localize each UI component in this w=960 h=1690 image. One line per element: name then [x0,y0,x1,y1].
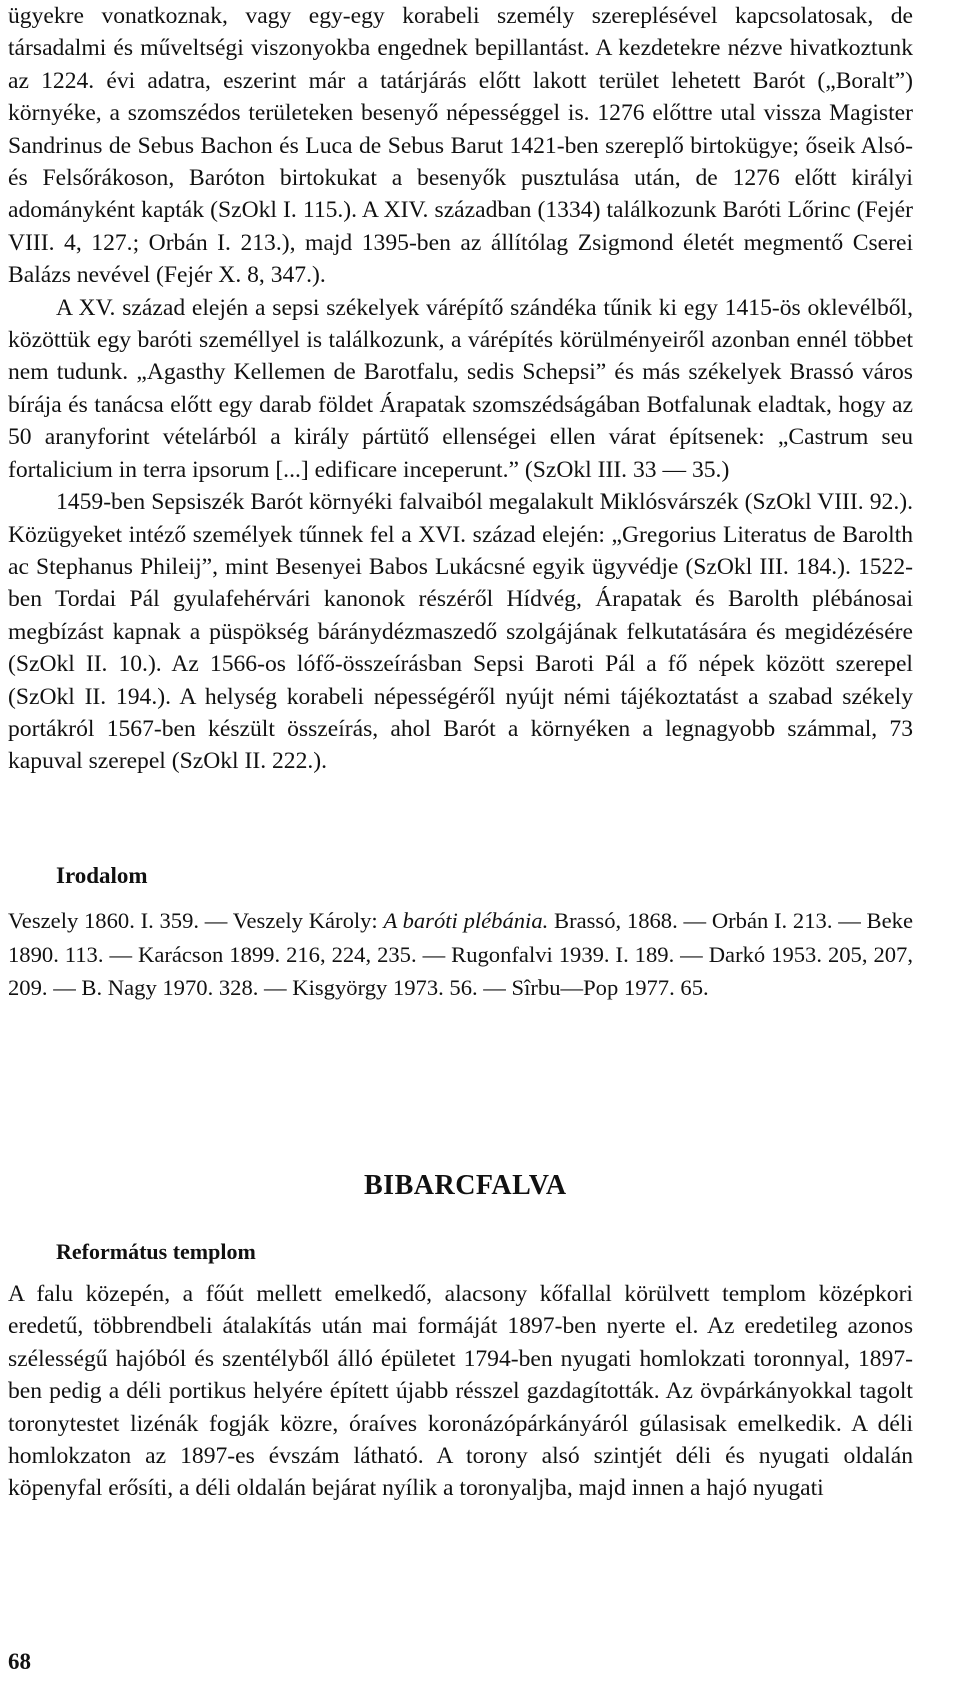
irodalom-heading: Irodalom [56,863,148,888]
page-number: 68 [8,1649,31,1674]
templom-heading: Református templom [56,1239,256,1264]
bibliography-part-2: Brassó, 1868. — Orbán I. 213. — Beke 1890. 113. — Karácson 1899. 216, 224, 235. — Rugonfalvi 1939. I. 189. — Darkó 1953. 205, 207, 209. — B. Nagy 1970. 328. — Kisgyörgy 1973. 56. — Sîrbu—Pop 1977. 65. [8,908,913,1000]
bibliography-italic-title: A baróti plébánia. [383,908,549,933]
paragraph-templom-1: A falu közepén, a főút mellett emelkedő, alacsony kőfallal körülvett templom középkori eredetű, többrendbeli átalakítás után mai formáját 1897-ben nyerte el. Az eredetileg azonos szélességű hajóból és szentélyből álló épületet 1794-ben nyugati homlokzati toronnyal, 1897-ben pedig a déli portikus helyére épített újabb résszel gazdagították. Az övpárkányokkal tagolt toronytestet lizénák fogják közre, óraíves koronázópárkányáról gúlasisak emelkedik. A déli homlokzaton az 1897-es évszám látható. A torony alsó szintjét déli és nyugati oldalán köpenyfal erősíti, a déli oldalán bejárat nyílik a toronyaljba, majd innen a hajó nyugati [8,1281,913,1502]
templom-text [8,1278,913,1505]
main-text [8,0,913,778]
paragraph-history-3: 1459-ben Sepsiszék Barót környéki falvaiból megalakult Miklósvárszék (SzOkl VIII. 92.). Közügyeket intéző személyek tűnnek fel a XVI. század elején: „Gregorius Literatus de Barolth ac Stephanus Phileij”, mint Besenyei Babos Lukácsné egyik ügyvédje (SzOkl III. 184.). 1522-ben Tordai Pál gyulafehérvári kanonok részéről Hídvég, Árapatak és Barolth plébánosai megbízást kapnak a püspökség báránydézmaszedő szolgájának felkutatására és megidézésére (SzOkl II. 10.). Az 1566-os lófő-összeírásban Sepsi Baroti Pál a fő népek között szerepel (SzOkl II. 194.). A helység korabeli népességéről nyújt némi tájékoztatást a szabad székely portákról 1567-ben készült összeírás, ahol Barót a környéken a legnagyobb számmal, 73 kapuval szerepel (SzOkl II. 222.). [8,489,913,775]
bibliography-text [8,904,913,1005]
bibliography [8,904,913,1005]
paragraph-history-1: ügyekre vonatkoznak, vagy egy-egy korabeli személy szereplésével kapcsolatosak, de társadalmi és műveltségi viszonyokba engednek bepillantást. A kezdetekre nézve hivatkoztunk az 1224. évi adatra, eszerint már a tatárjárás előtt lakott terület lehetett Barót („Boralt”) környéke, a szomszédos területeken besenyő népességgel is. 1276 előttre utal vissza Magister Sandrinus de Sebus Bachon és Luca de Sebus Barut 1421-ben szereplő birtokügye; őseik Alsó- és Felsőrákoson, Baróton birtokukat a besenyők pusztulása után, de 1276 előtt királyi adományként kapták (SzOkl I. 115.). A XIV. században (1334) találkozunk Baróti Lőrinc (Fejér VIII. 4, 127.; Orbán I. 213.), majd 1395-ben az állítólag Zsigmond életét megmentő Cserei Balázs nevével (Fejér X. 8, 347.). [8,3,913,289]
bibliography-part-1: Veszely 1860. I. 359. — Veszely Károly: [8,908,384,933]
village-title: BIBARCFALVA [364,1170,567,1201]
paragraph-history-2: A XV. század elején a sepsi székelyek várépítő szándéka tűnik ki egy 1415-ös oklevélből, közöttük egy baróti személlyel is találkozunk, a várépítés körülményeiről azonban ennél többet nem tudunk. „Agasthy Kellemen de Barotfalu, sedis Schepsi” és más székelyek Brassó város bírája és tanácsa előtt egy darab földet Árapatak szomszédságában Botfalunak eladtak, hogy az 50 aranyforint vételárból a király pártütő ellenségei ellen várat építsenek: „Castrum seu fortalicium in terra ipsorum [...] edificare inceperunt.” (SzOkl III. 33 — 35.) [8,294,913,483]
